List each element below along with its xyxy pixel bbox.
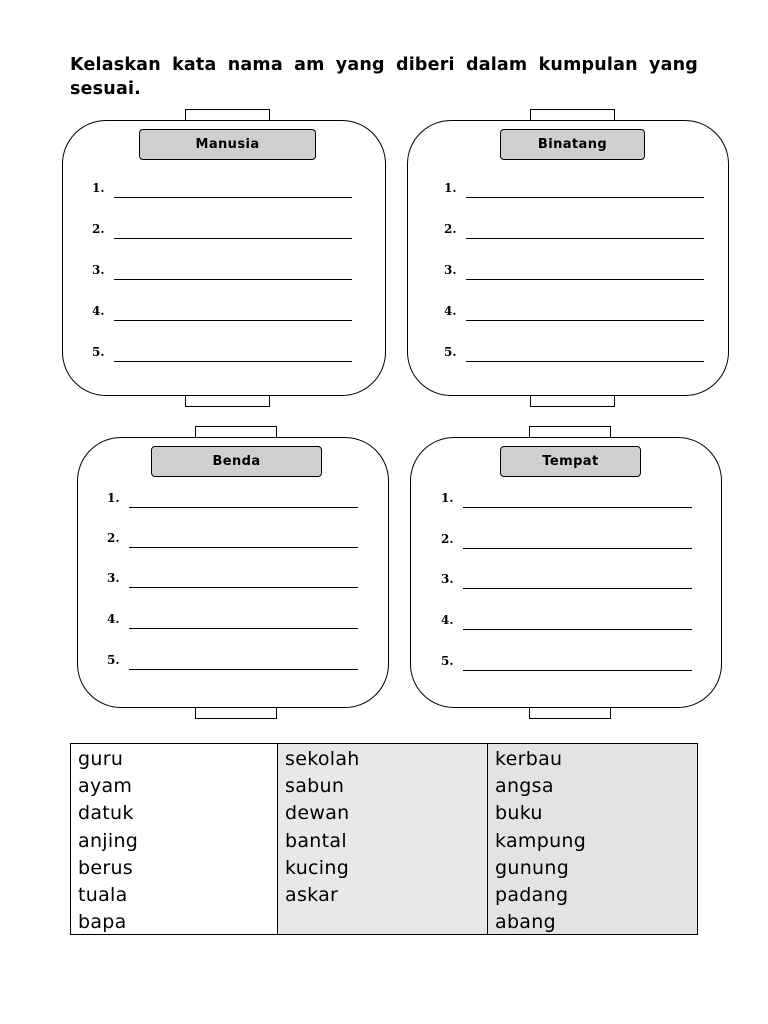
answer-line[interactable]	[444, 222, 704, 242]
answer-line[interactable]	[107, 571, 358, 591]
word-item: kerbau	[495, 748, 563, 770]
card-bottom-tab	[195, 707, 277, 719]
word-item: kampung	[495, 829, 587, 852]
blank-line	[463, 548, 692, 549]
answer-line[interactable]	[92, 222, 352, 242]
answer-line[interactable]	[92, 181, 352, 201]
word-item: bantal	[285, 829, 347, 852]
line-number: 1.	[441, 491, 454, 505]
line-number: 5.	[107, 653, 120, 667]
word-item: ayam	[78, 775, 133, 798]
word-bank-column	[71, 744, 278, 934]
word-item: sabun	[285, 775, 345, 798]
line-number: 4.	[107, 612, 120, 626]
category-label: Manusia	[139, 129, 316, 160]
card-bottom-tab	[185, 395, 270, 407]
word-item: abang	[495, 911, 556, 934]
word-item: padang	[495, 884, 569, 907]
line-number: 3.	[444, 263, 457, 277]
blank-line	[463, 588, 692, 589]
blank-line	[129, 628, 358, 629]
answer-line[interactable]	[107, 612, 358, 632]
answer-line[interactable]	[92, 263, 352, 283]
word-item: kucing	[285, 856, 350, 879]
line-number: 3.	[107, 571, 120, 585]
blank-line	[466, 361, 704, 362]
line-number: 4.	[444, 304, 457, 318]
category-label: Tempat	[500, 446, 641, 477]
answer-line[interactable]	[441, 572, 692, 592]
word-item: gunung	[495, 856, 570, 879]
blank-line	[129, 507, 358, 508]
line-number: 5.	[444, 345, 457, 359]
line-number: 1.	[92, 181, 105, 195]
word-bank-column	[278, 744, 488, 934]
line-number: 2.	[441, 532, 454, 546]
card-bottom-tab	[530, 395, 615, 407]
blank-line	[466, 238, 704, 239]
word-item: tuala	[78, 884, 128, 907]
answer-line[interactable]	[444, 263, 704, 283]
answer-line[interactable]	[444, 181, 704, 201]
word-item: askar	[285, 884, 339, 907]
blank-line	[114, 238, 352, 239]
category-label: Binatang	[500, 129, 645, 160]
blank-line	[466, 279, 704, 280]
word-bank-column	[488, 744, 697, 934]
word-item: anjing	[78, 829, 139, 852]
answer-line[interactable]	[92, 345, 352, 365]
line-number: 5.	[441, 654, 454, 668]
answer-line[interactable]	[107, 491, 358, 511]
word-item: dewan	[285, 802, 350, 825]
line-number: 1.	[107, 491, 120, 505]
blank-line	[463, 629, 692, 630]
blank-line	[463, 670, 692, 671]
blank-line	[466, 320, 704, 321]
answer-line[interactable]	[444, 304, 704, 324]
blank-line	[129, 587, 358, 588]
blank-line	[114, 320, 352, 321]
word-item: datuk	[78, 802, 134, 825]
word-item: guru	[78, 748, 124, 770]
blank-line	[114, 361, 352, 362]
line-number: 2.	[107, 531, 120, 545]
card-bottom-tab	[529, 707, 611, 719]
blank-line	[114, 197, 352, 198]
line-number: 4.	[92, 304, 105, 318]
answer-line[interactable]	[444, 345, 704, 365]
word-bank-table	[70, 743, 698, 935]
answer-line[interactable]	[107, 653, 358, 673]
answer-line[interactable]	[92, 304, 352, 324]
blank-line	[466, 197, 704, 198]
line-number: 1.	[444, 181, 457, 195]
line-number: 2.	[92, 222, 105, 236]
word-item: angsa	[495, 775, 554, 798]
line-number: 3.	[441, 572, 454, 586]
blank-line	[114, 279, 352, 280]
instruction-text: Kelaskan kata nama am yang diberi dalam kumpulan yang sesuai.	[70, 55, 698, 99]
word-item: berus	[78, 856, 134, 879]
line-number: 5.	[92, 345, 105, 359]
answer-line[interactable]	[441, 613, 692, 633]
blank-line	[463, 507, 692, 508]
answer-line[interactable]	[107, 531, 358, 551]
line-number: 2.	[444, 222, 457, 236]
word-item: sekolah	[285, 748, 360, 770]
line-number: 3.	[92, 263, 105, 277]
category-label: Benda	[151, 446, 322, 477]
blank-line	[129, 547, 358, 548]
blank-line	[129, 669, 358, 670]
answer-line[interactable]	[441, 532, 692, 552]
answer-line[interactable]	[441, 654, 692, 674]
line-number: 4.	[441, 613, 454, 627]
word-item: bapa	[78, 911, 127, 934]
answer-line[interactable]	[441, 491, 692, 511]
word-item: buku	[495, 802, 543, 825]
